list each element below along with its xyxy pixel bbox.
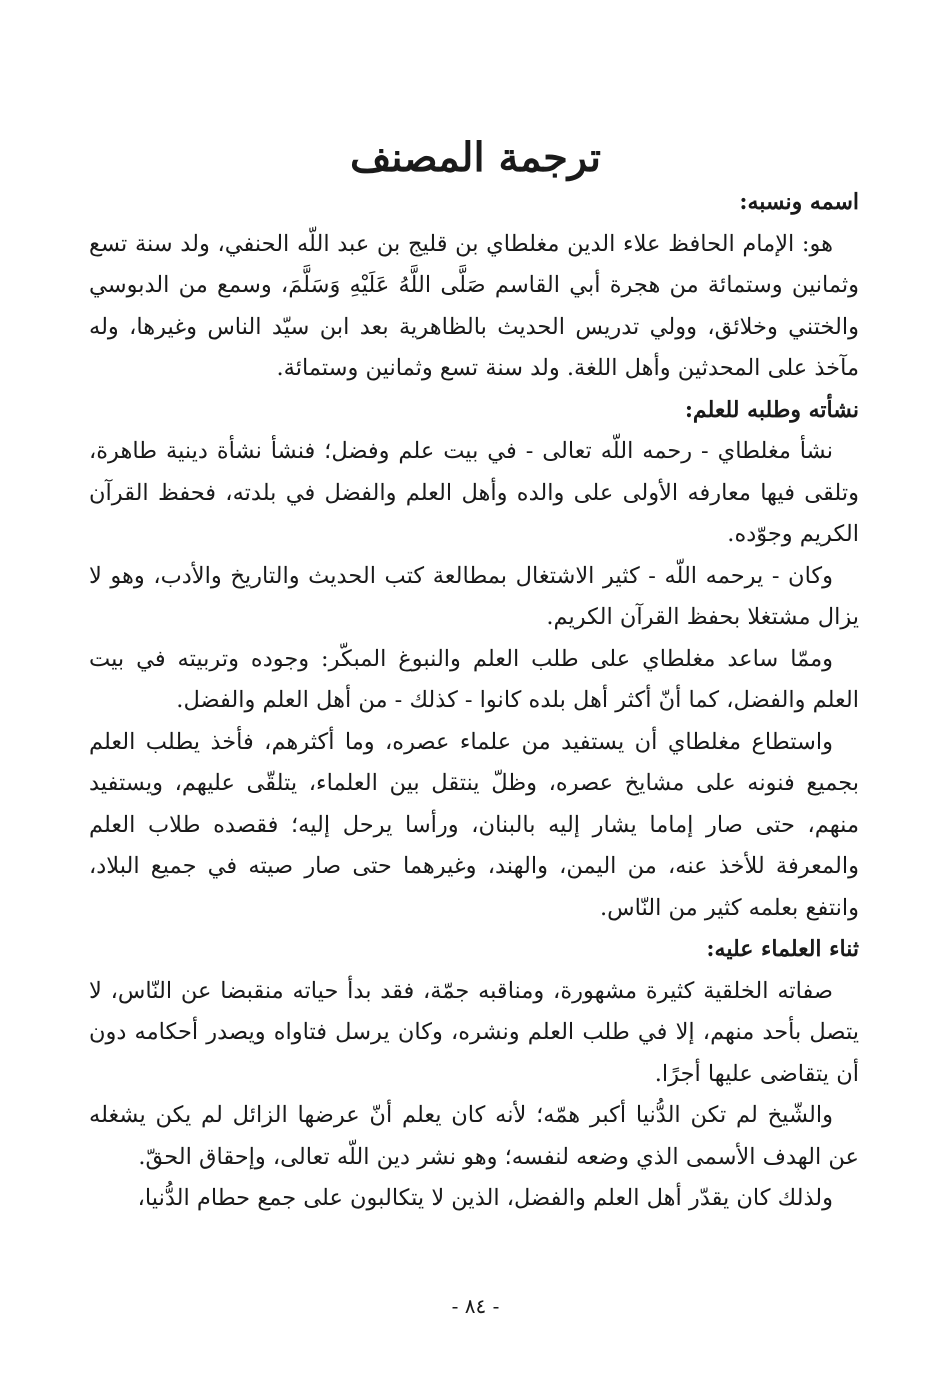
paragraph: هو: الإمام الحافظ علاء الدين مغلطاي بن قليج بن عبد اللّه الحنفي، ولد سنة تسع وثمانين وستمائة من هجرة أبي القاسم صَلَّى اللَّهُ عَلَيْهِ وَسَلَّمَ، وسمع من الدبوسي والختني وخلائق، وولي تدريس الحديث بالظاهرية بعد ابن سيّد الناس وغيرها، وله مآخذ على المحدثين وأهل اللغة. ولد سنة تسع وثمانين وستمائة.: [89, 230, 859, 381]
paragraph: وكان - يرحمه اللّه - كثير الاشتغال بمطالعة كتب الحديث والتاريخ والأدب، وهو لا يزال مشتغلا بحفظ القرآن الكريم.: [89, 562, 859, 630]
paragraph: وممّا ساعد مغلطاي على طلب العلم والنبوغ المبكّر: وجوده وتربيته في بيت العلم والفضل، كما أنّ أكثر أهل بلده كانوا - كذلك - من أهل العلم والفضل.: [89, 645, 859, 713]
paragraph: ولذلك كان يقدّر أهل العلم والفضل، الذين لا يتكالبون على جمع حطام الدُّنيا،: [137, 1185, 833, 1211]
paragraph: صفاته الخلقية كثيرة مشهورة، ومناقبه جمّة، فقد بدأ حياته منقبضا عن النّاس، لا يتصل بأحد منهم، إلا في طلب العلم ونشره، وكان يرسل فتاواه ويصدر أحكامه دون أن يتقاضى عليها أجرًا.: [89, 977, 859, 1087]
section-heading: نشأته وطلبه للعلم:: [684, 396, 859, 423]
page-number: - ٨٤ -: [451, 1294, 500, 1318]
paragraph: واستطاع مغلطاي أن يستفيد من علماء عصره، وما أكثرهم، فأخذ يطلب العلم بجميع فنونه على مشايخ عصره، وظلّ ينتقل بين العلماء، يتلقّى عليهم، ويستفيد منهم، حتى صار إماما يشار إليه بالبنان، ورأسا يرحل إليه؛ فقصده طلاب العلم والمعرفة للأخذ عنه، من اليمن، والهند، وغيرهما حتى صار صيته في جميع البلاد، وانتفع بعلمه كثير من النّاس.: [89, 728, 859, 921]
paragraph: نشأ مغلطاي - رحمه اللّه تعالى - في بيت علم وفضل؛ فنشأ نشأة دينية طاهرة، وتلقى فيها معارفه الأولى على والده وأهل العلم والفضل في بلدته، فحفظ القرآن الكريم وجوّده.: [89, 438, 859, 547]
body-text: [89, 182, 859, 1220]
section-heading: ثناء العلماء عليه:: [706, 936, 859, 962]
page-title: ترجمة المصنف: [349, 134, 601, 181]
section-heading: اسمه ونسبه:: [739, 189, 859, 215]
paragraph: والشّيخ لم تكن الدُّنيا أكبر همّه؛ لأنه كان يعلم أنّ عرضها الزائل لم يكن يشغله عن الهدف الأسمى الذي وضعه لنفسه؛ وهو نشر دين اللّه تعالى، وإحقاق الحقّ.: [89, 1102, 859, 1170]
